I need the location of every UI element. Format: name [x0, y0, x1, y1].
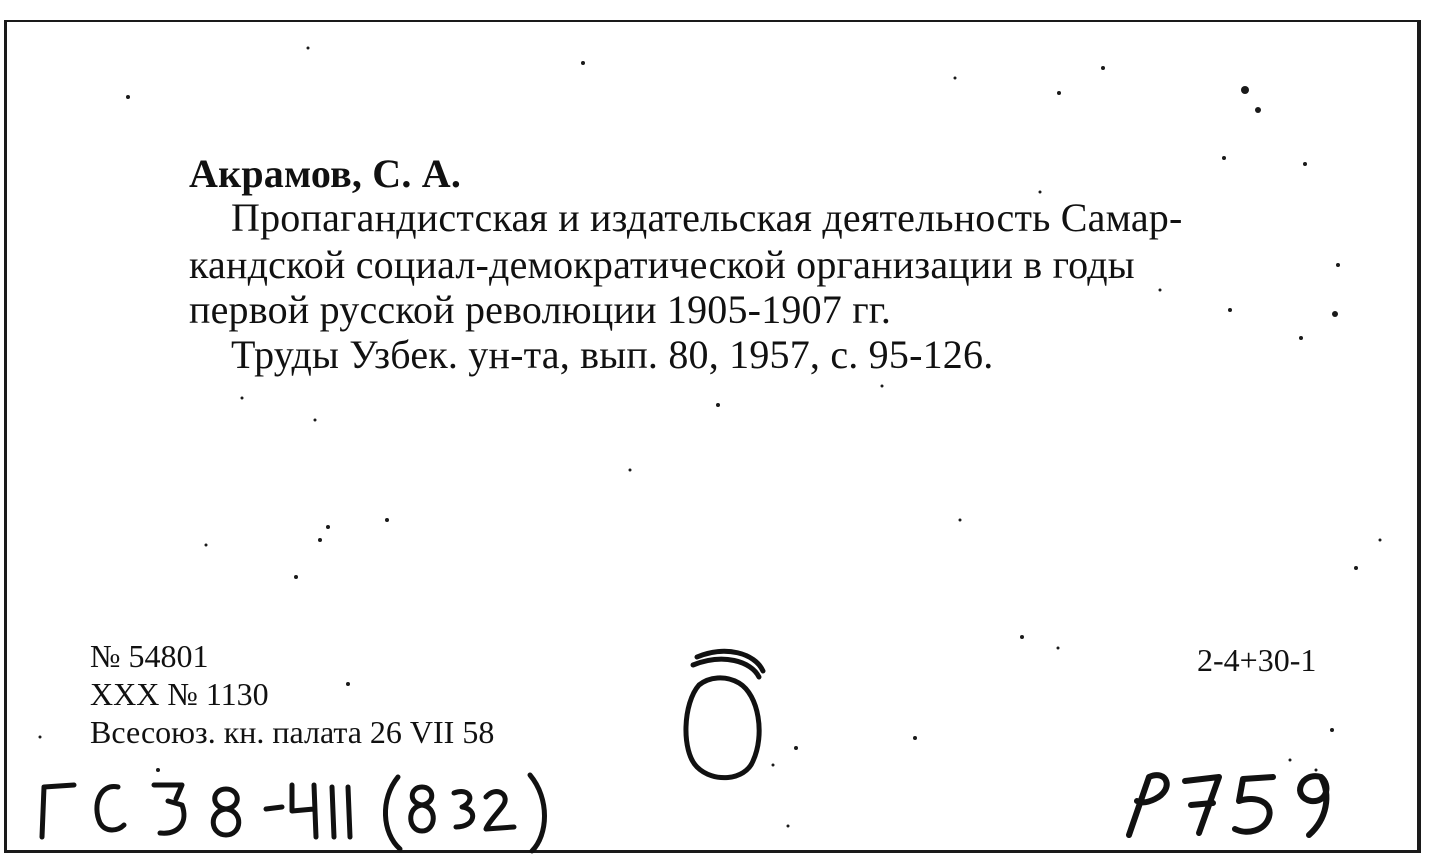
card-source: Труды Узбек. ун-та, вып. 80, 1957, с. 95-126.	[231, 332, 994, 377]
book-chamber-line: Всесоюз. кн. палата 26 VII 58	[90, 714, 495, 750]
handwritten-shelf-mark	[30, 755, 560, 855]
registration-number: № 54801	[90, 638, 209, 674]
card-title-line-3: первой русской революции 1905-1907 гг.	[189, 287, 892, 332]
oval-stamp-icon	[675, 643, 785, 788]
handwritten-note	[1115, 755, 1350, 845]
card-title-line-2: кандской социал-демократической организации в годы	[189, 242, 1135, 287]
classification-index: 2-4+30-1	[1197, 642, 1317, 678]
series-number: XXX № 1130	[90, 676, 269, 712]
card-author: Акрамов, С. А.	[189, 151, 462, 196]
card-title-line-1: Пропагандистская и издательская деятельность Самар-	[231, 195, 1183, 240]
